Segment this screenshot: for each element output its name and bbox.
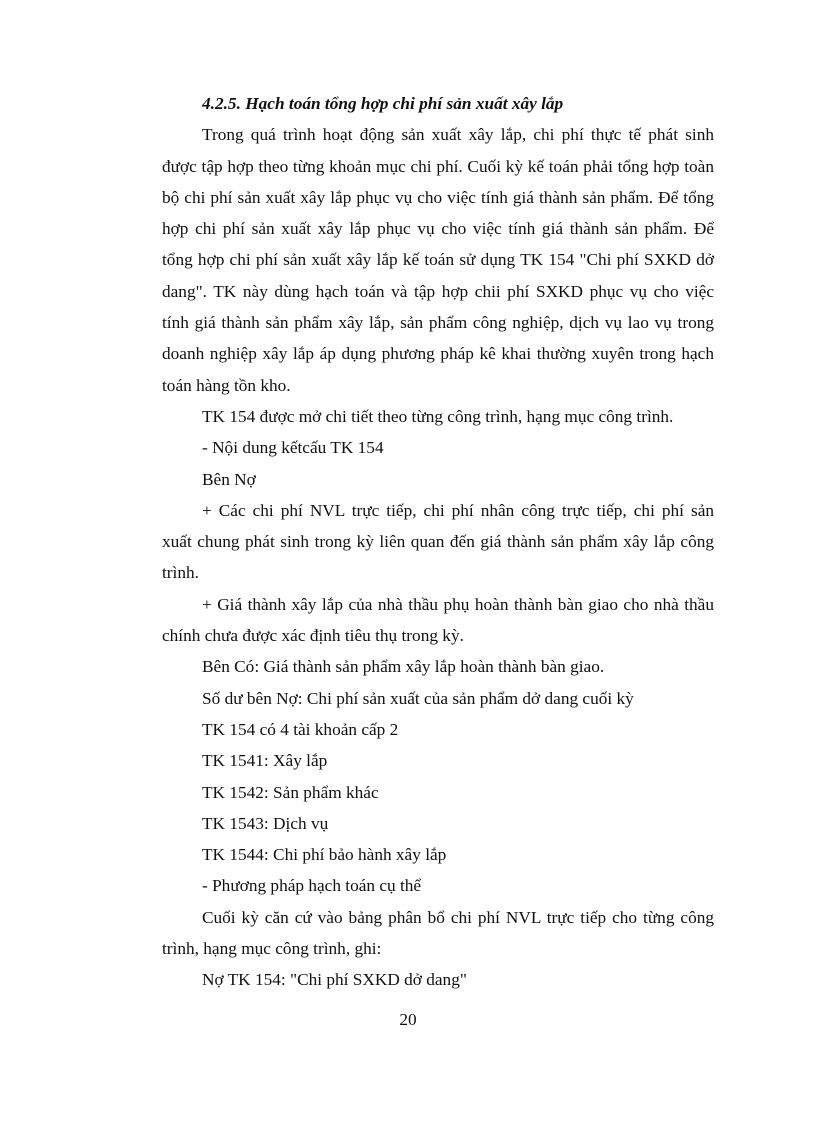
credit-side-line: Bên Có: Giá thành sản phẩm xây lắp hoàn thành bàn giao. xyxy=(202,657,605,677)
text-line: toán hàng tồn kho. xyxy=(162,375,291,395)
text-line: được tập hợp theo từng khoản mục chi phí. Cuối kỳ kế toán phải tổng hợp toàn xyxy=(162,156,714,176)
account-list xyxy=(162,745,714,870)
text-line: hợp chi phí sản xuất xây lắp phục vụ cho việc tính giá thành sản phẩm. Để xyxy=(162,219,714,239)
text-line: + Các chi phí NVL trực tiếp, chi phí nhân công trực tiếp, chi phí sản xyxy=(202,500,714,520)
debit-balance-line: Số dư bên Nợ: Chi phí sản xuất của sản phẩm dở dang cuối kỳ xyxy=(202,688,634,708)
paragraph-method xyxy=(162,902,714,965)
text-line: trình, hạng mục công trình, ghi: xyxy=(162,939,382,959)
text-line: + Giá thành xây lắp của nhà thầu phụ hoàn thành bàn giao cho nhà thầu xyxy=(202,594,714,614)
method-line: - Phương pháp hạch toán cụ thể xyxy=(202,876,422,896)
text-line: dang". TK này dùng hạch toán và tập hợp chii phí SXKD phục vụ cho việc xyxy=(162,281,714,301)
text-line: doanh nghiệp xây lắp áp dụng phương pháp kê khai thường xuyên trong hạch xyxy=(162,344,714,364)
text-line: tính giá thành sản phẩm xây lắp, sản phẩm công nghiệp, dịch vụ lao vụ trong xyxy=(162,313,714,333)
tk154-detail-line: TK 154 được mở chi tiết theo từng công trình, hạng mục công trình. xyxy=(202,406,674,426)
text-line: Cuối kỳ căn cứ vào bảng phân bổ chi phí NVL trực tiếp cho từng công xyxy=(202,907,714,927)
section-heading: 4.2.5. Hạch toán tổng hợp chi phí sản xuất xây lắp xyxy=(202,94,564,113)
page-content xyxy=(162,88,714,996)
paragraph-debit-items-1 xyxy=(162,495,714,589)
debit-side-label: Bên Nợ xyxy=(202,469,256,489)
account-item: TK 1544: Chi phí bảo hành xây lắp xyxy=(202,845,447,865)
page-number: 20 xyxy=(399,1010,417,1029)
journal-entry-line: Nợ TK 154: "Chi phí SXKD dở dang" xyxy=(202,970,467,990)
text-line: tổng hợp chi phí sản xuất xây lắp kế toán sử dụng TK 154 "Chi phí SXKD dở xyxy=(162,250,714,270)
level2-accounts-line: TK 154 có 4 tài khoản cấp 2 xyxy=(202,719,399,739)
text-line: bộ chi phí sản xuất xây lắp phục vụ cho việc tính giá thành sản phẩm. Để tổng xyxy=(162,187,714,207)
text-line: Trong quá trình hoạt động sản xuất xây lắp, chi phí thực tế phát sinh xyxy=(202,125,714,145)
account-item: TK 1541: Xây lắp xyxy=(202,751,328,771)
text-line: trình. xyxy=(162,563,199,583)
account-item: TK 1543: Dịch vụ xyxy=(202,813,329,833)
account-item: TK 1542: Sản phẩm khác xyxy=(202,782,379,802)
text-line: xuất chung phát sinh trong kỳ liên quan đến giá thành sản phẩm xây lắp công xyxy=(162,532,714,552)
content-structure-line: - Nội dung kếtcấu TK 154 xyxy=(202,438,384,458)
paragraph-debit-items-2 xyxy=(162,589,714,652)
text-line: chính chưa được xác định tiêu thụ trong kỳ. xyxy=(162,626,464,646)
paragraph-overview xyxy=(162,119,714,401)
